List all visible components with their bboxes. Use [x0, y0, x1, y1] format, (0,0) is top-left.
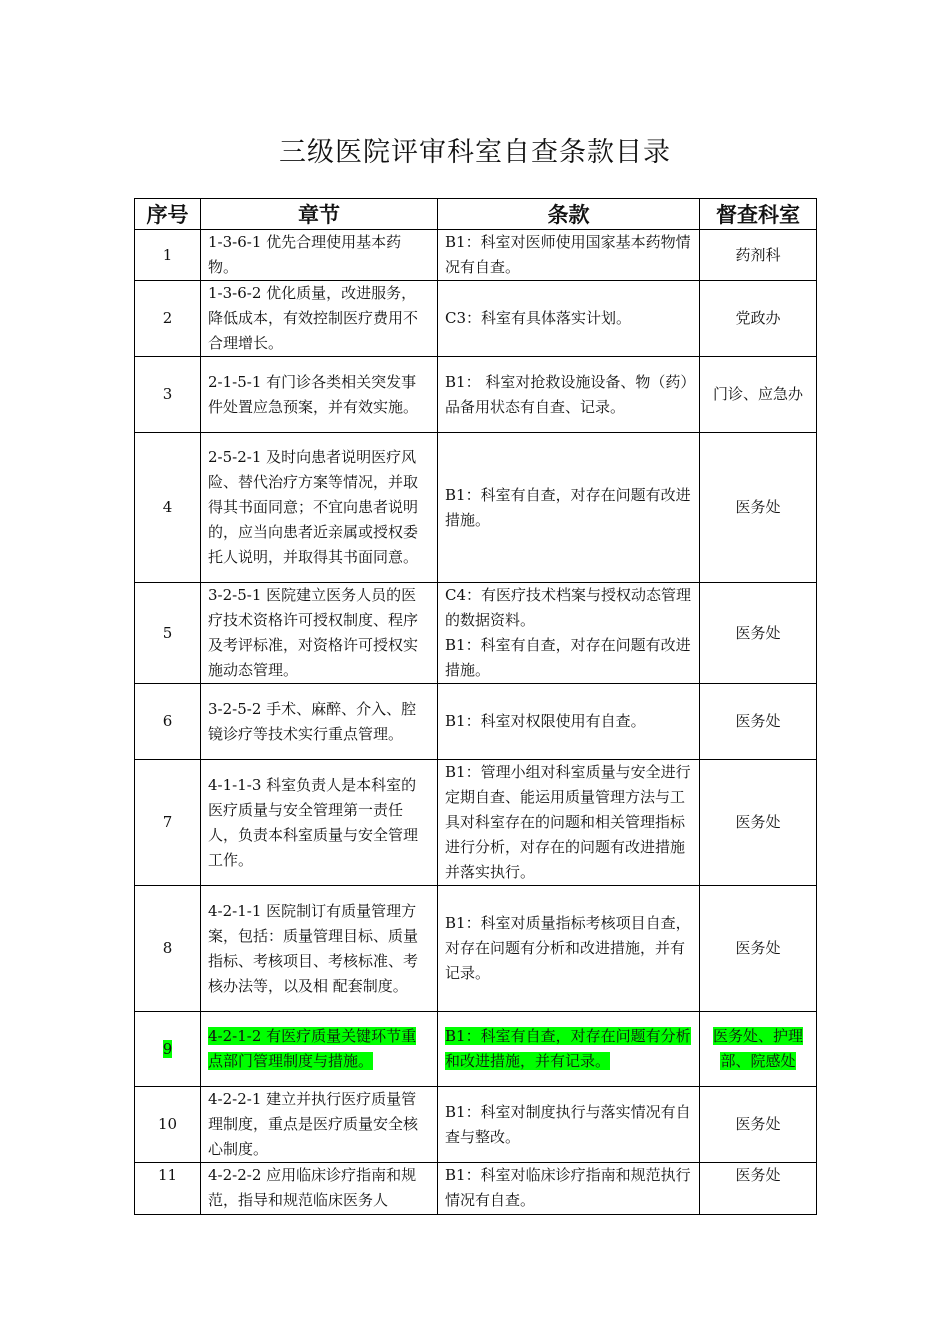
row-clause: B1：科室对质量指标考核项目自查，对存在问题有分析和改进措施，并有记录。 [438, 886, 700, 1012]
row-seq-highlight: 9 [162, 1039, 173, 1058]
row-clause: B1：科室有自查，对存在问题有改进措施。 [438, 433, 700, 583]
row-clause: B1： 科室对抢救设施设备、物（药）品备用状态有自查、记录。 [438, 357, 700, 433]
row-seq: 1 [135, 230, 201, 281]
row-chapter: 4-2-2-1 建立并执行医疗质量管理制度，重点是医疗质量安全核心制度。 [201, 1087, 438, 1163]
row-dept: 药剂科 [700, 230, 817, 281]
row-chapter: 2-1-5-1 有门诊各类相关突发事件处置应急预案，并有效实施。 [201, 357, 438, 433]
row-dept: 医务处 [700, 1087, 817, 1163]
row-seq: 4 [135, 433, 201, 583]
header-clause: 条款 [438, 199, 700, 230]
row-chapter: 2-5-2-1 及时向患者说明医疗风险、替代治疗方案等情况，并取得其书面同意；不宜向患者说明的，应当向患者近亲属或授权委托人说明，并取得其书面同意。 [201, 433, 438, 583]
table-row [135, 230, 817, 281]
table-header-row [135, 199, 817, 230]
document-title: 三级医院评审科室自查条款目录 [279, 137, 671, 168]
row-chapter: 3-2-5-2 手术、麻醉、介入、腔镜诊疗等技术实行重点管理。 [201, 684, 438, 760]
table-row [135, 886, 817, 1012]
row-seq: 7 [135, 760, 201, 886]
table-row [135, 760, 817, 886]
row-dept: 医务处 [700, 684, 817, 760]
header-chapter: 章节 [201, 199, 438, 230]
table-row [135, 433, 817, 583]
row-dept [700, 1012, 817, 1087]
row-clause: B1：科室对制度执行与落实情况有自查与整改。 [438, 1087, 700, 1163]
row-chapter: 4-2-1-1 医院制订有质量管理方案，包括：质量管理目标、质量指标、考核项目、考核标准、考核办法等，以及相 配套制度。 [201, 886, 438, 1012]
row-clause: B1：科室对权限使用有自查。 [438, 684, 700, 760]
row-dept: 医务处 [700, 760, 817, 886]
table-row [135, 1087, 817, 1163]
row-seq: 8 [135, 886, 201, 1012]
row-seq: 11 [135, 1163, 201, 1215]
row-clause: B1：管理小组对科室质量与安全进行定期自查、能运用质量管理方法与工具对科室存在的问题和相关管理指标进行分析，对存在的问题有改进措施并落实执行。 [438, 760, 700, 886]
row-clause: B1：科室对临床诊疗指南和规范执行情况有自查。 [438, 1163, 700, 1215]
row-dept-highlight: 医务处、护理部、院感处 [712, 1027, 803, 1070]
row-seq [135, 1012, 201, 1087]
row-clause-line: C4：有医疗技术档案与授权动态管理的数据资料。 [445, 586, 692, 629]
table-row-highlighted [135, 1012, 817, 1087]
row-clause: B1：科室对医师使用国家基本药物情况有自查。 [438, 230, 700, 281]
row-seq: 3 [135, 357, 201, 433]
row-chapter: 4-2-2-2 应用临床诊疗指南和规范，指导和规范临床医务人 [201, 1163, 438, 1215]
row-dept: 门诊、应急办 [700, 357, 817, 433]
row-chapter: 3-2-5-1 医院建立医务人员的医疗技术资格许可授权制度、程序及考评标准，对资格许可授权实施动态管理。 [201, 583, 438, 684]
row-clause-line: B1：科室有自查，对存在问题有改进措施。 [445, 636, 691, 679]
row-dept: 医务处 [700, 433, 817, 583]
header-dept: 督查科室 [700, 199, 817, 230]
row-seq: 10 [135, 1087, 201, 1163]
table-row [135, 684, 817, 760]
row-dept: 医务处 [700, 886, 817, 1012]
row-chapter: 1-3-6-2 优化质量，改进服务，降低成本，有效控制医疗费用不合理增长。 [201, 281, 438, 357]
row-clause [438, 583, 700, 684]
row-seq: 2 [135, 281, 201, 357]
row-clause-highlight: B1：科室有自查，对存在问题有分析和改进措施，并有记录。 [445, 1027, 691, 1070]
row-chapter-highlight: 4-2-1-2 有医疗质量关键环节重点部门管理制度与措施。 [208, 1027, 417, 1070]
row-chapter: 4-1-1-3 科室负责人是本科室的医疗质量与安全管理第一责任人，负责本科室质量与安全管理工作。 [201, 760, 438, 886]
row-chapter [201, 1012, 438, 1087]
row-dept: 医务处 [700, 583, 817, 684]
row-clause [438, 1012, 700, 1087]
row-seq: 5 [135, 583, 201, 684]
clause-table [134, 198, 817, 1215]
row-clause: C3：科室有具体落实计划。 [438, 281, 700, 357]
row-seq: 6 [135, 684, 201, 760]
table-row [135, 1163, 817, 1215]
row-dept: 党政办 [700, 281, 817, 357]
table-row [135, 583, 817, 684]
table-row [135, 357, 817, 433]
header-seq: 序号 [135, 199, 201, 230]
table-row [135, 281, 817, 357]
row-chapter: 1-3-6-1 优先合理使用基本药物。 [201, 230, 438, 281]
row-dept: 医务处 [700, 1163, 817, 1215]
